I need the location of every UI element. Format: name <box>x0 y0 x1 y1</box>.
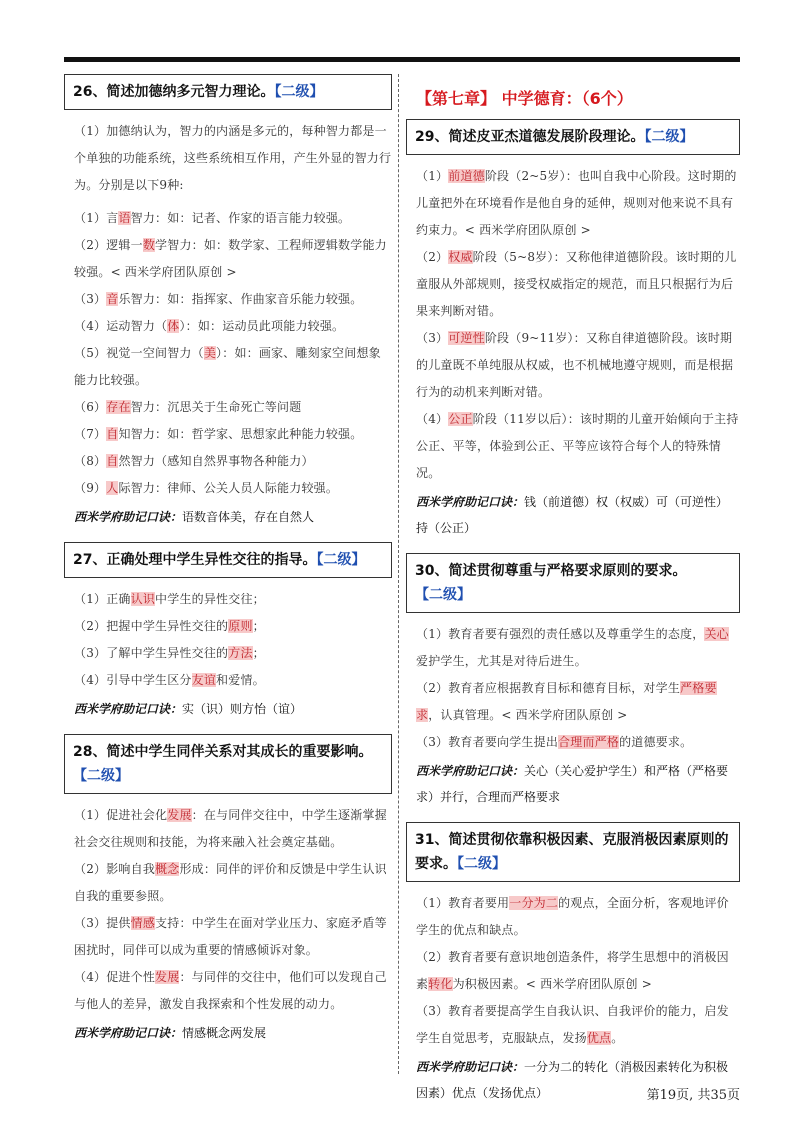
question-title: 26、简述加德纳多元智力理论。 <box>73 84 275 100</box>
q30-item-1: （1）教育者要有强烈的责任感以及尊重学生的态度，关心爱护学生，尤其是对待后进生。 <box>416 627 729 668</box>
question-31-title <box>406 822 740 882</box>
q31-item-1: （1）教育者要用一分为二的观点，全面分析，客观地评价学生的优点和缺点。 <box>416 896 729 937</box>
q26-item-3: （3）音乐智力：如：指挥家、作曲家音乐能力较强。 <box>74 292 363 306</box>
q26-intro: （1）加德纳认为，智力的内涵是多元的，每种智力都是一个单独的功能系统，这些系统相互作用，产生外显的智力行为。分别是以下9种: <box>74 124 392 192</box>
q31-mnemonic: 西米学府助记口诀：一分为二的转化（消极因素转化为积极因素）优点（发扬优点） <box>416 1060 729 1100</box>
level-badge: 【二级】 <box>73 768 129 784</box>
q26-item-1: （1）言语智力：如：记者、作家的语言能力较强。 <box>74 211 351 225</box>
question-title: 27、正确处理中学生异性交往的指导。 <box>73 552 317 568</box>
q26-item-7: （7）自知智力：如：哲学家、思想家此种能力较强。 <box>74 427 363 441</box>
q30-mnemonic: 西米学府助记口诀：关心（关心爱护学生）和严格（严格要求）并行，合理而严格要求 <box>416 764 729 804</box>
question-title: 30、简述贯彻尊重与严格要求原则的要求。 <box>415 563 687 579</box>
right-column <box>406 74 740 1118</box>
level-badge: 【二级】 <box>274 84 324 100</box>
left-column <box>64 74 392 1058</box>
level-badge: 【二级】 <box>644 129 694 145</box>
q29-item-2: （2）权威阶段（5~8岁）：又称他律道德阶段。该时期的儿童服从外部规则，接受权威指定的规范，而且只根据行为后果来判断对错。 <box>416 250 737 318</box>
q27-item-2: （2）把握中学生异性交往的原则； <box>74 619 265 633</box>
question-title: 28、简述中学生同伴关系对其成长的重要影响。 <box>73 744 373 760</box>
q27-item-4: （4）引导中学生区分友谊和爱情。 <box>74 673 265 687</box>
question-27-title <box>64 542 392 578</box>
page-number: 第19页, 共35页 <box>646 1088 740 1103</box>
q26-item-9: （9）人际智力：律师、公关人员人际能力较强。 <box>74 481 339 495</box>
q26-mnemonic: 西米学府助记口诀：语数音体美，存在自然人 <box>74 510 315 524</box>
q26-item-4: （4）运动智力（体）：如：运动员此项能力较强。 <box>74 319 345 333</box>
q29-mnemonic: 西米学府助记口诀：钱（前道德）权（权威）可（可逆性）持（公正） <box>416 495 729 535</box>
q26-item-8: （8）自然智力（感知自然界事物各种能力） <box>74 454 314 468</box>
q31-item-3: （3）教育者要提高学生自我认识、自我评价的能力，启发学生自觉思考，克服缺点，发扬优点。 <box>416 1004 729 1045</box>
chapter-heading: 【第七章】 中学德育：（6个） <box>416 89 633 108</box>
level-badge: 【二级】 <box>316 552 366 568</box>
q31-item-2: （2）教育者要有意识地创造条件，将学生思想中的消极因素转化为积极因素。< 西米学府团队原创 > <box>416 950 729 991</box>
question-28-title <box>64 734 392 794</box>
q29-item-4: （4）公正阶段（11岁以后）：该时期的儿童开始倾向于主持公正、平等，体验到公正、平等应该符合每个人的特殊情况。 <box>416 412 739 480</box>
q28-item-3: （3）提供情感支持：中学生在面对学业压力、家庭矛盾等困扰时，同伴可以成为重要的情感倾诉对象。 <box>74 916 387 957</box>
q28-item-2: （2）影响自我概念形成：同伴的评价和反馈是中学生认识自我的重要参照。 <box>74 862 387 903</box>
q26-item-6: （6）存在智力：沉思关于生命死亡等问题 <box>74 400 302 414</box>
q29-item-3: （3）可逆性阶段（9~11岁）：又称自律道德阶段。该时期的儿童既不单纯服从权威，也不机械地遵守规则，而是根据行为的动机来判断对错。 <box>416 331 734 399</box>
question-title: 29、简述皮亚杰道德发展阶段理论。 <box>415 129 645 145</box>
q27-item-3: （3）了解中学生异性交往的方法； <box>74 646 265 660</box>
q30-item-2: （2）教育者应根据教育目标和德育目标，对学生严格要求，认真管理。< 西米学府团队原创 > <box>416 681 717 722</box>
q26-item-2: （2）逻辑一数学智力：如：数学家、工程师逻辑数学能力较强。< 西米学府团队原创 > <box>74 238 387 279</box>
level-badge: 【二级】 <box>415 587 471 603</box>
q28-mnemonic: 西米学府助记口诀：情感概念两发展 <box>74 1026 267 1040</box>
q27-item-1: （1）正确认识中学生的异性交往； <box>74 592 265 606</box>
q28-item-1: （1）促进社会化发展：在与同伴交往中，中学生逐渐掌握社会交往规则和技能，为将来融入社会奠定基础。 <box>74 808 387 849</box>
question-title: 31、简述贯彻依靠积极因素、克服消极因素原则的要求。 <box>415 832 729 872</box>
q27-mnemonic: 西米学府助记口诀：实（识）则方怡（谊） <box>74 702 303 716</box>
column-divider <box>398 74 399 1074</box>
q29-item-1: （1）前道德阶段（2~5岁）：也叫自我中心阶段。这时期的儿童把外在环境看作是他自身的延伸，规则对他来说不具有约束力。< 西米学府团队原创 > <box>416 169 737 237</box>
question-30-title <box>406 553 740 613</box>
top-rule <box>64 57 740 62</box>
q30-item-3: （3）教育者要向学生提出合理而严格的道德要求。 <box>416 735 693 749</box>
q28-item-4: （4）促进个性发展：与同伴的交往中，他们可以发现自己与他人的差异，激发自我探索和个性发展的动力。 <box>74 970 387 1011</box>
q26-item-5: （5）视觉一空间智力（美）：如：画家、雕刻家空间想象能力比较强。 <box>74 346 381 387</box>
question-26-title <box>64 74 392 110</box>
question-29-title <box>406 119 740 155</box>
level-badge: 【二级】 <box>457 856 506 872</box>
